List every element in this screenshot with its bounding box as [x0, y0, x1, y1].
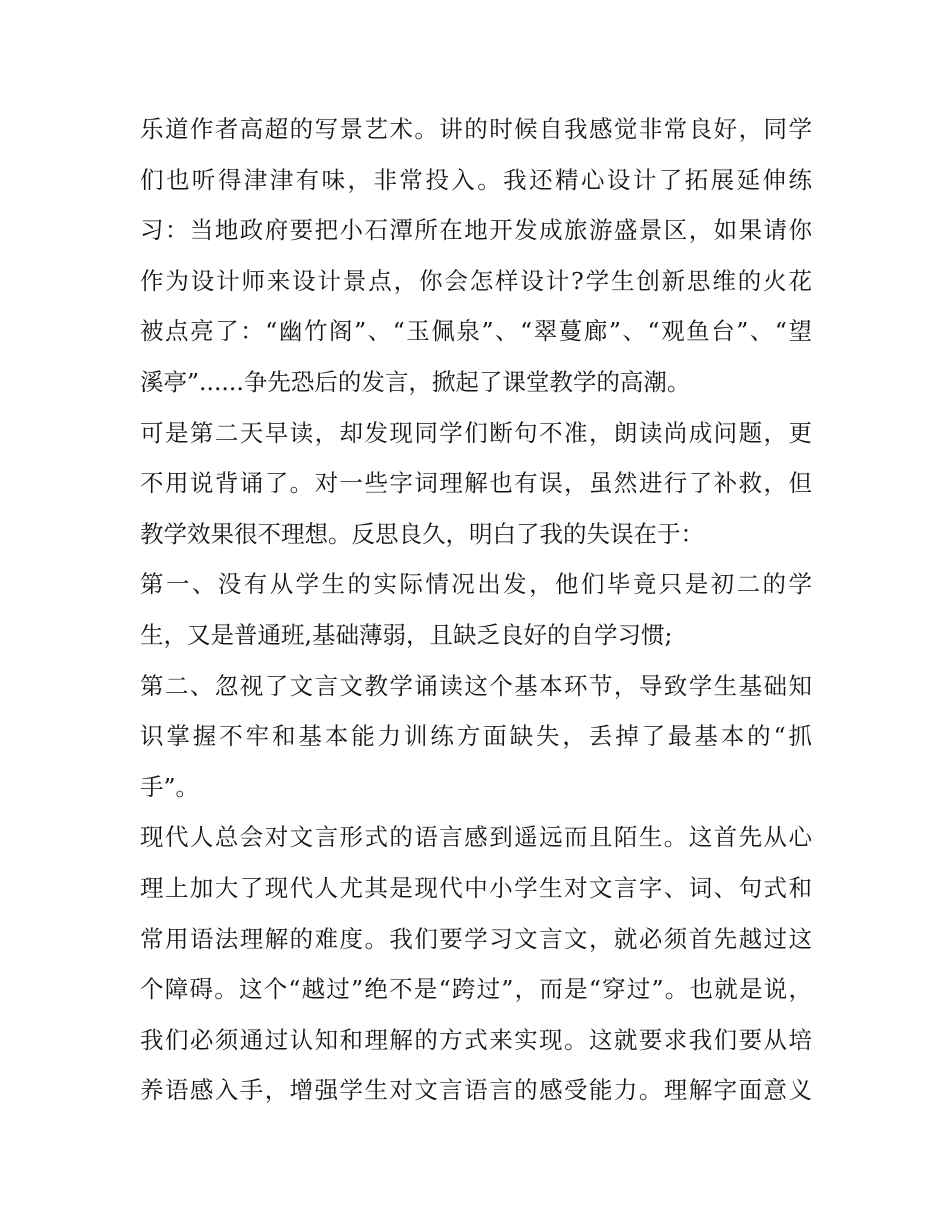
text-line: 我们必须通过认知和理解的方式来实现。这就要求我们要从培 [140, 1025, 812, 1054]
text-line: 被点亮了：“幽竹阁”、“玉佩泉”、“翠蔓廊”、“观鱼台”、“望 [140, 317, 812, 346]
text-line: 理上加大了现代人尤其是现代中小学生对文言字、词、句式和 [140, 873, 812, 902]
text-line: 识掌握不牢和基本能力训练方面缺失，丢掉了最基本的“抓 [140, 722, 812, 751]
text-line: 溪亭”......争先恐后的发言，掀起了课堂教学的高潮。 [140, 367, 691, 396]
text-line: 生，又是普通班,基础薄弱，且缺乏良好的自学习惯; [140, 620, 673, 649]
text-line: 习：当地政府要把小石潭所在地开发成旅游盛景区，如果请你 [140, 216, 812, 245]
text-line: 教学效果很不理想。反思良久，明白了我的失误在于： [140, 519, 704, 548]
text-line: 个障碍。这个“越过”绝不是“跨过”，而是“穿过”。也就是说， [140, 975, 812, 1004]
text-line: 不用说背诵了。对一些字词理解也有误，虽然进行了补救，但 [140, 469, 812, 498]
text-line: 养语感入手，增强学生对文言语言的感受能力。理解字面意义 [140, 1076, 812, 1105]
text-line: 们也听得津津有味，非常投入。我还精心设计了拓展延伸练 [140, 165, 812, 194]
text-line: 第二、忽视了文言文教学诵读这个基本环节，导致学生基础知 [140, 671, 812, 700]
text-line: 现代人总会对文言形式的语言感到遥远而且陌生。这首先从心 [140, 823, 812, 852]
text-line: 手”。 [140, 772, 200, 801]
document-body [140, 104, 812, 1116]
text-line: 可是第二天早读，却发现同学们断句不准，朗读尚成问题，更 [140, 418, 812, 447]
text-line: 常用语法理解的难度。我们要学习文言文，就必须首先越过这 [140, 924, 812, 953]
text-line: 第一、没有从学生的实际情况出发，他们毕竟只是初二的学 [140, 570, 812, 599]
text-line: 乐道作者高超的写景艺术。讲的时候自我感觉非常良好，同学 [140, 115, 812, 143]
text-line: 作为设计师来设计景点，你会怎样设计?学生创新思维的火花 [140, 266, 812, 295]
